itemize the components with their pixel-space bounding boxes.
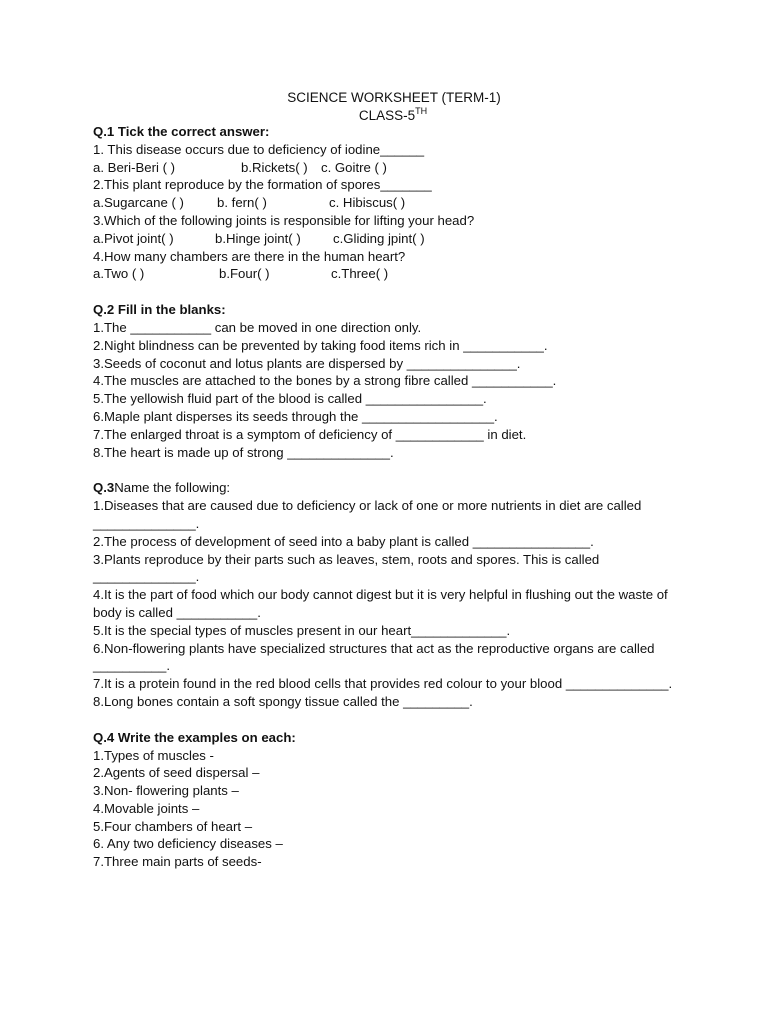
q1-option-1a: a. Beri-Beri ( ) — [93, 159, 176, 175]
q1-question-3: 3.Which of the following joints is responsible for lifting your head? — [93, 212, 475, 228]
q1-options-4 — [93, 265, 693, 283]
class-text: CLASS-5 — [358, 108, 416, 123]
q2-blank-2: 2.Night blindness can be prevented by taking food items rich in ___________. — [93, 337, 548, 353]
q3-item-4: 4.It is the part of food which our body cannot digest but it is very helpful in flushing out the waste of body is called ___________. — [93, 587, 668, 620]
q4-heading: Q.4 Write the examples on each: — [93, 729, 296, 745]
q1-options-2 — [93, 194, 693, 212]
q3-item-3: 3.Plants reproduce by their parts such as leaves, stem, roots and spores. This is called ______________. — [93, 551, 600, 585]
q2-blank-5: 5.The yellowish fluid part of the blood is called ________________. — [93, 391, 487, 407]
q3-heading-text: Name the following: — [114, 480, 231, 496]
section-spacer — [93, 461, 693, 479]
q1-options-1 — [93, 159, 693, 177]
q2-blank-7: 7.The enlarged throat is a symptom of deficiency of ____________ in diet. — [93, 426, 527, 442]
worksheet-header — [0, 89, 768, 125]
q1-options-3 — [93, 230, 693, 248]
q1-heading: Q.1 Tick the correct answer: — [93, 124, 270, 139]
q1-option-2c: c. Hibiscus( ) — [329, 195, 406, 211]
q4-item-7: 7.Three main parts of seeds- — [93, 854, 262, 870]
q3-item-1: 1.Diseases that are caused due to deficiency or lack of one or more nutrients in diet are called ______________. — [93, 498, 642, 531]
q3-item-6: 6.Non-flowering plants have specialized structures that act as the reproductive organs are called __________. — [93, 640, 655, 674]
q2-heading: Q.2 Fill in the blanks: — [93, 302, 226, 318]
q2-blank-8: 8.The heart is made up of strong ______________. — [93, 444, 394, 460]
q1-question-2: 2.This plant reproduce by the formation of spores_______ — [93, 177, 432, 193]
q4-item-1: 1.Types of muscles - — [93, 747, 214, 763]
class-superscript: TH — [415, 106, 428, 116]
q1-option-1b: b.Rickets( ) — [241, 159, 308, 175]
worksheet-content — [93, 123, 693, 871]
q1-option-3c: c.Gliding jpint( ) — [333, 230, 425, 246]
q2-blank-4: 4.The muscles are attached to the bones by a strong fibre called ___________. — [93, 373, 557, 389]
q1-question-1: 1. This disease occurs due to deficiency of iodine______ — [93, 141, 425, 157]
q1-option-4a: a.Two ( ) — [93, 266, 145, 282]
q4-item-2: 2.Agents of seed dispersal – — [93, 765, 260, 781]
q4-item-4: 4.Movable joints – — [93, 800, 200, 816]
q3-heading — [93, 479, 693, 497]
q3-item-2: 2.The process of development of seed into a baby plant is called ________________. — [93, 533, 594, 549]
q1-option-2b: b. fern( ) — [217, 195, 267, 211]
q2-blank-6: 6.Maple plant disperses its seeds through the __________________. — [93, 408, 498, 424]
q2-blank-3: 3.Seeds of coconut and lotus plants are dispersed by _______________. — [93, 355, 521, 371]
q1-question-4: 4.How many chambers are there in the human heart? — [93, 248, 406, 264]
q1-option-2a: a.Sugarcane ( ) — [93, 195, 184, 211]
q1-option-3b: b.Hinge joint( ) — [215, 230, 301, 246]
q2-blank-1: 1.The ___________ can be moved in one direction only. — [93, 319, 422, 335]
q4-item-6: 6. Any two deficiency diseases – — [93, 836, 283, 852]
section-spacer — [93, 283, 693, 301]
q1-option-1c: c. Goitre ( ) — [321, 159, 387, 175]
q1-option-4c: c.Three( ) — [331, 266, 389, 282]
q3-item-7: 7.It is a protein found in the red blood cells that provides red colour to your blood ______________. — [93, 676, 673, 692]
q4-item-3: 3.Non- flowering plants – — [93, 783, 239, 799]
q1-option-3a: a.Pivot joint( ) — [93, 230, 174, 246]
q1-option-4b: b.Four( ) — [219, 266, 270, 282]
q3-heading-number: Q.3 — [93, 480, 115, 496]
section-spacer — [93, 711, 693, 729]
worksheet-title: SCIENCE WORKSHEET (TERM-1) — [287, 90, 501, 105]
q3-item-5: 5.It is the special types of muscles present in our heart_____________. — [93, 622, 511, 638]
q3-item-8: 8.Long bones contain a soft spongy tissue called the _________. — [93, 693, 473, 709]
q4-item-5: 5.Four chambers of heart – — [93, 818, 253, 834]
